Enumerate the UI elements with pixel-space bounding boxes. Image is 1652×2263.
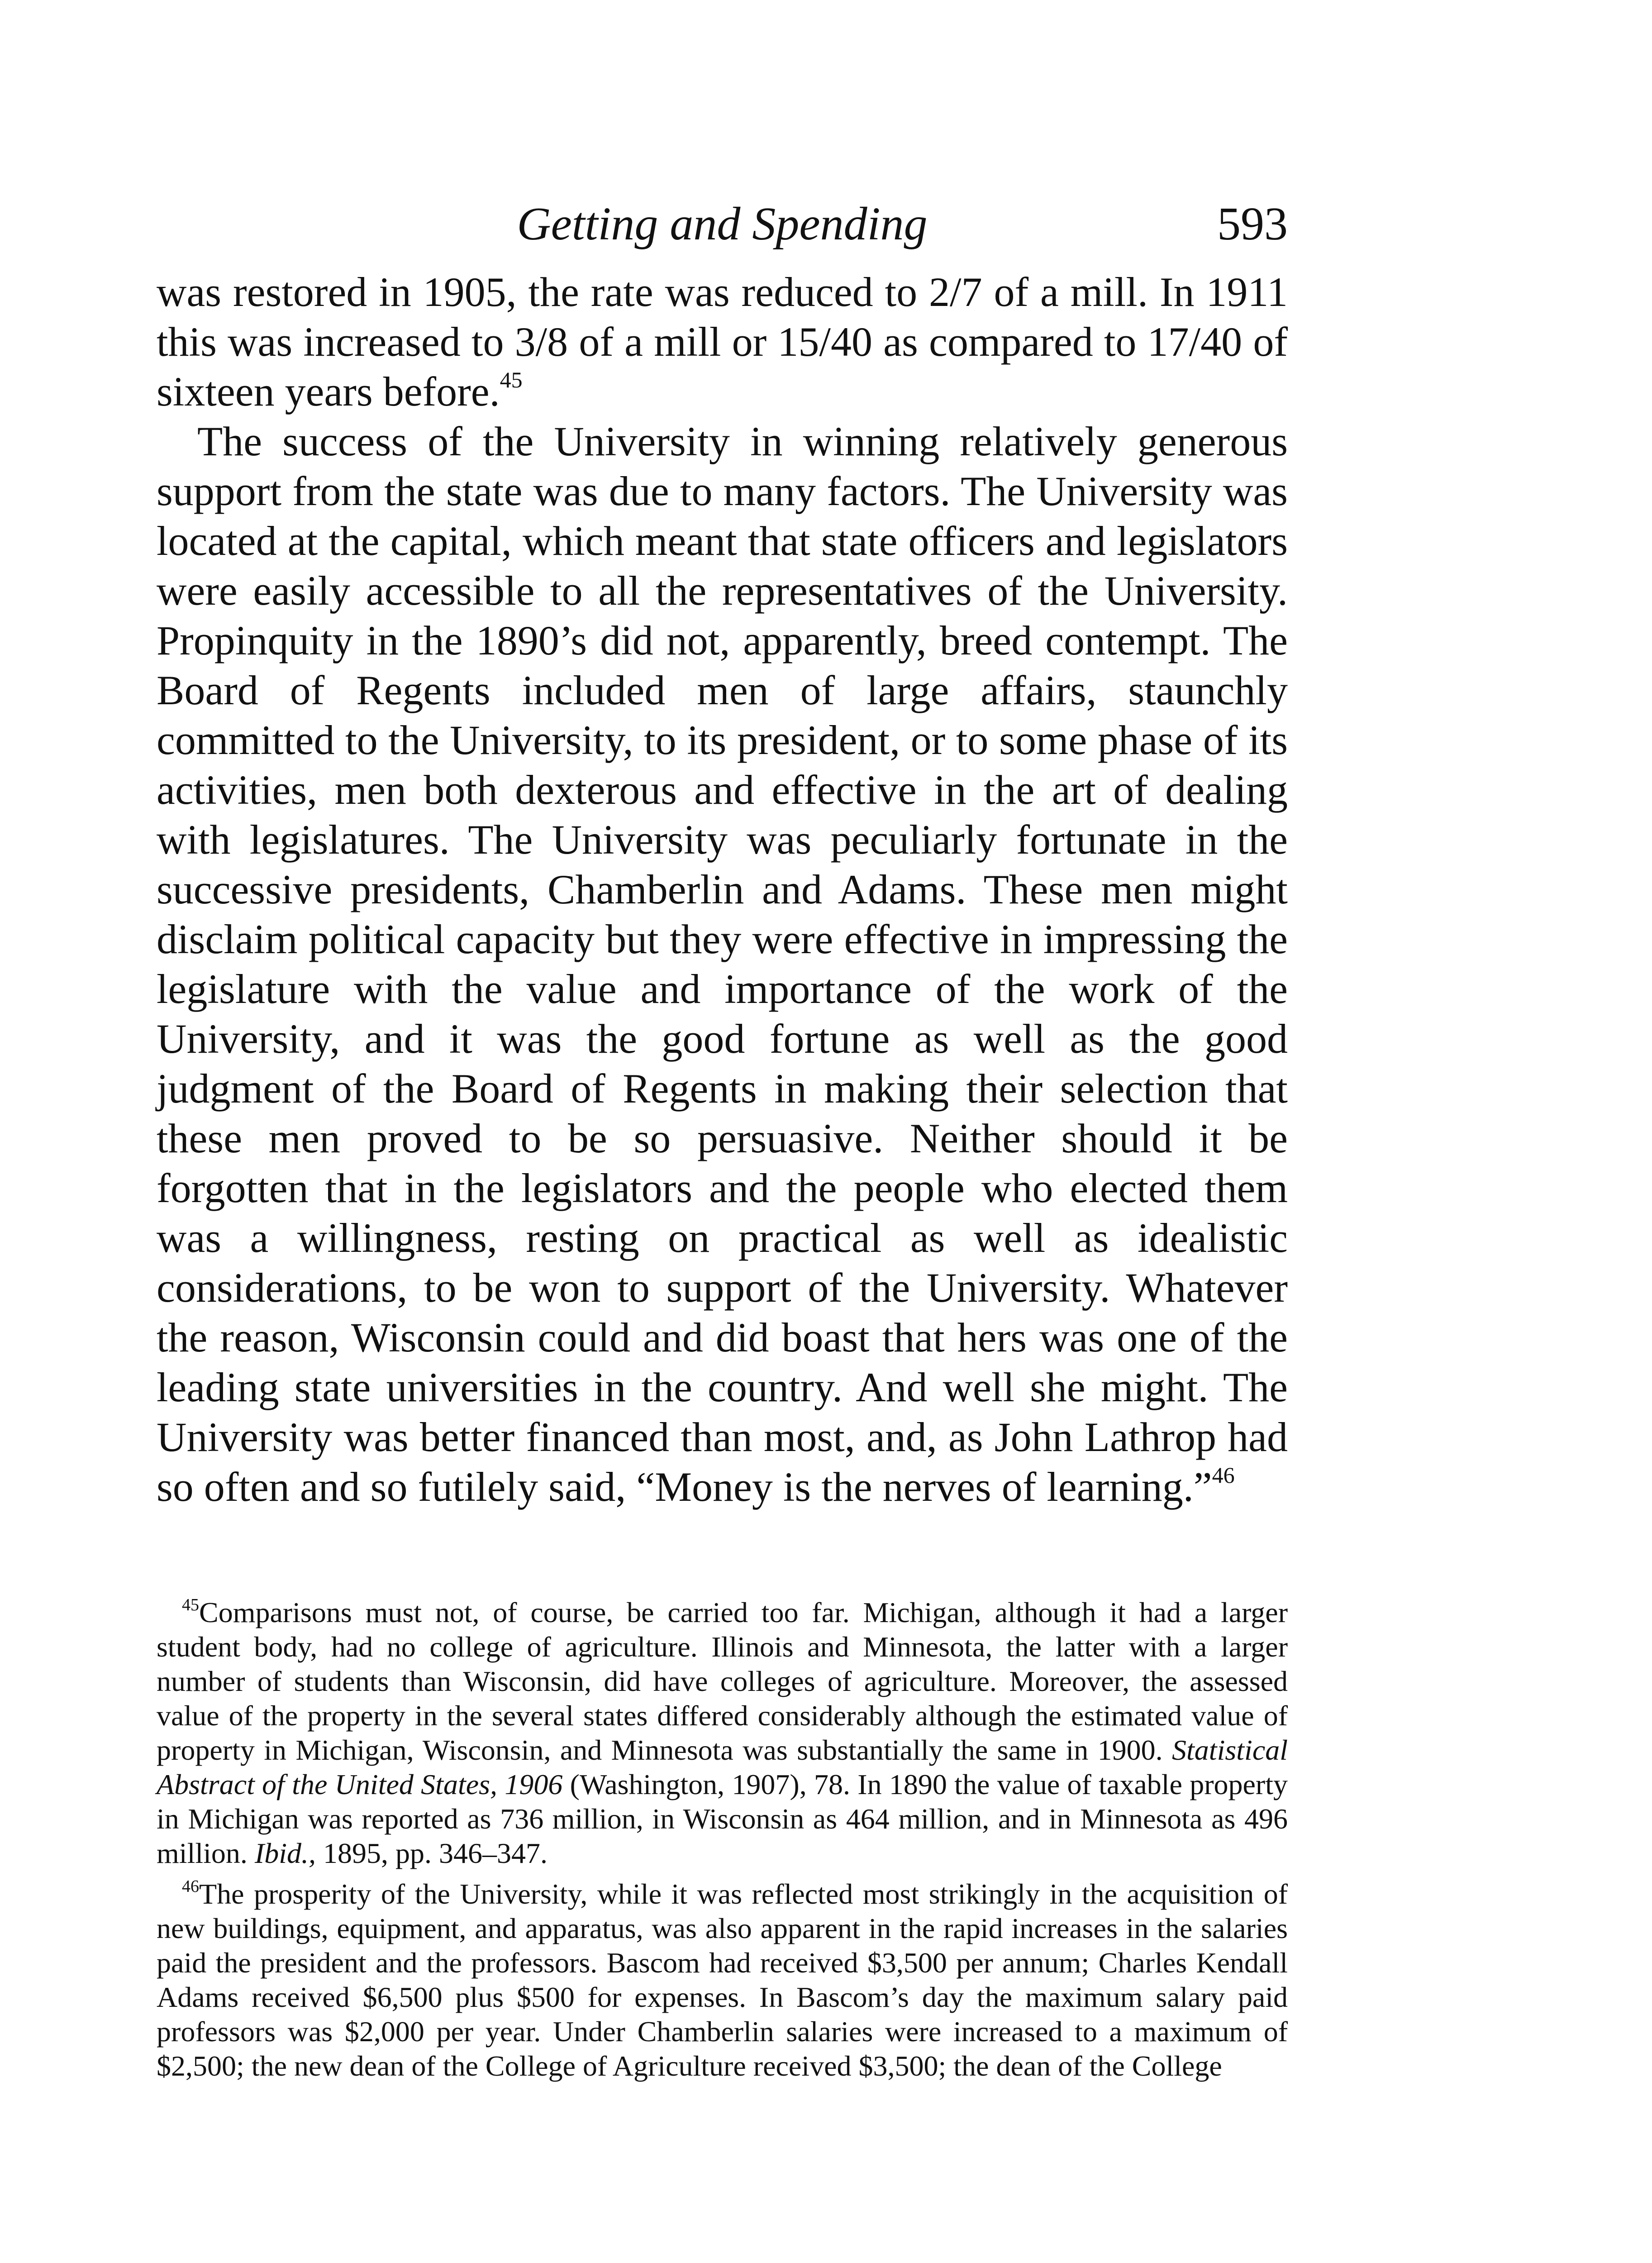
body-paragraph-2 bbox=[157, 416, 1288, 1512]
footnote-45-text-c: 1895, pp. 346–347. bbox=[323, 1837, 547, 1869]
footnote-46-text: The prosperity of the University, while it was reflected most strikingly in the acquisition of new buildings, equipment, and apparatus, was also apparent in the rapid increases in the salaries paid the president and the professors. Bascom had received $3,500 per annum; Charles Kendall Adams received $6,500 plus $500 for expenses. In Bascom’s day the maximum salary paid professors was $2,000 per year. Under Chamberlin salaries were increased to a maximum of $2,500; the new dean of the College of Agriculture received $3,500; the dean of the College bbox=[157, 1878, 1288, 2082]
footnote-45-citation-title: Statistical Abstract of the United States, 1906 bbox=[157, 1734, 1288, 1800]
body-paragraph-1-text: was restored in 1905, the rate was reduced to 2/7 of a mill. In 1911 this was increased to 3/8 of a mill or 15/40 as compared to 17/40 of sixteen years before. bbox=[157, 269, 1288, 415]
footnote-46-marker: 46 bbox=[182, 1877, 199, 1896]
body-paragraph-1 bbox=[157, 267, 1288, 416]
footnote-45-marker: 45 bbox=[182, 1595, 199, 1614]
running-title: Getting and Spending bbox=[517, 198, 928, 250]
footnote-46 bbox=[157, 1877, 1288, 2083]
footnote-ref-46: 46 bbox=[1212, 1462, 1235, 1488]
footnotes bbox=[157, 1595, 1288, 2090]
footnote-45-text-a: Comparisons must not, of course, be carried too far. Michigan, although it had a larger student body, had no college of agriculture. Illinois and Minnesota, the latter with a larger number of students than Wisconsin, did have colleges of agriculture. Moreover, the assessed value of the property in the several states differed considerably although the estimated value of property in Michigan, Wisconsin, and Minnesota was substantially the same in 1900. bbox=[157, 1596, 1288, 1766]
running-head bbox=[157, 195, 1288, 263]
footnote-45-text-b: (Washington, 1907), 78. In 1890 the value of taxable property in Michigan was reported as 736 million, in Wisconsin as 464 million, and in Minnesota as 496 million. bbox=[157, 1768, 1288, 1869]
footnote-45 bbox=[157, 1595, 1288, 1871]
body-paragraph-2-text: The success of the University in winning relatively generous support from the state was due to many factors. The University was located at the capital, which meant that state officers and legislators were easily accessible to all the representatives of the University. Propinquity in the 1890’s did not, apparently, breed contempt. The Board of Regents included men of large affairs, staunchly committed to the University, to its president, or to some phase of its activities, men both dexterous and effective in the art of dealing with legislatures. The University was peculiarly fortunate in the successive presidents, Chamberlin and Adams. These men might disclaim political capacity but they were effective in impressing the legislature with the value and importance of the work of the University, and it was the good fortune as well as the good judgment of the Board of Regents in making their selection that these men proved to be so persuasive. Neither should it be forgotten that in the legislators and the people who elected them was a willingness, resting on practical as well as idealistic considerations, to be won to support of the University. Whatever the reason, Wisconsin could and did boast that hers was one of the leading state universities in the country. And well she might. The University was better financed than most, and, as John Lathrop had so often and so futilely said, “Money is the nerves of learning.” bbox=[157, 418, 1288, 1510]
body-text bbox=[157, 267, 1288, 1512]
footnote-45-ibid: Ibid., bbox=[254, 1837, 316, 1869]
page-number: 593 bbox=[1217, 198, 1288, 250]
footnote-ref-45: 45 bbox=[500, 367, 523, 392]
